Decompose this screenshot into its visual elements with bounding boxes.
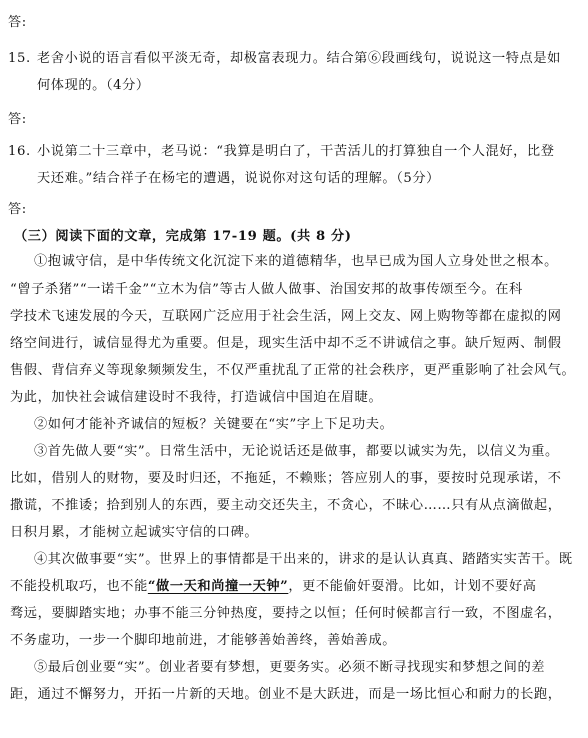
paragraph-line: “曾子杀猪”“一诺千金”“立木为信”等古人做人做事、治国安邦的故事传颂至今。在科 [10,282,523,297]
answer-label-q16: 答: [8,202,27,217]
paragraph-line: 比如，借别人的财物，要及时归还，不拖延，不赖账；答应别人的事，要按时兑现承诺，不 [10,471,562,486]
paragraph-line: 撒谎，不推诿；拾到别人的东西，要主动交还失主，不贪心，不昧心……只有从点滴做起， [10,498,562,513]
question-15-text-line-2: 何体现的。（4分） [37,78,150,93]
answer-label-q15: 答: [8,112,27,127]
paragraph-text: 不能投机取巧，也不能 [10,579,148,594]
paragraph-2: ②如何才能补齐诚信的短板？关键要在“实”字上下足功夫。 [34,417,394,432]
question-16-text-line-1: 小说第二十三章中，老马说：“我算是明白了，干苦活儿的打算独自一个人混好，比登 [37,144,555,159]
paragraph-line: 骛远，要脚踏实地；办事不能三分钟热度，要持之以恒；任何时候都言行一致，不图虚名， [10,606,562,621]
paragraph-line: 日积月累，才能树立起诚实守信的口碑。 [10,525,259,540]
paragraph-line: ⑤最后创业要“实”。创业者要有梦想，更要务实。必须不断寻找现实和梦想之间的差 [34,660,546,675]
paragraph-line: 为此，加快社会诚信建设时不我待，打造诚信中国迫在眉睫。 [10,390,383,405]
paragraph-line: 络空间进行，诚信显得尤为重要。但是，现实生活中却不乏不讲诚信之事。缺斤短两、制假 [10,336,562,351]
paragraph-line: ①抱诚守信，是中华传统文化沉淀下来的道德精华，也早已成为国人立身处世之根本。 [34,254,558,269]
paragraph-line: 学技术飞速发展的今天，互联网广泛应用于社会生活，网上交友、网上购物等都在虚拟的网 [10,309,562,324]
question-16-text-line-2: 天还难。”结合祥子在杨宅的遭遇，说说你对这句话的理解。（5分） [37,171,440,186]
paragraph-line: ③首先做人要“实”。日常生活中，无论说话还是做事，都要以诚实为先，以信义为重。 [34,444,559,459]
paragraph-line: 不务虚功，一步一个脚印地前进，才能够善始善终，善始善成。 [10,633,397,648]
question-15-text-line-1: 老舍小说的语言看似平淡无奇，却极富表现力。结合第⑥段画线句，说说这一特点是如 [37,51,561,66]
paragraph-line: 售假、背信弃义等现象频频发生，不仅严重扰乱了正常的社会秩序，更严重影响了社会风气。 [10,363,576,378]
question-16-number: 16. [8,144,31,159]
question-15-number: 15. [8,51,31,66]
emphasized-phrase: “做一天和尚撞一天钟” [147,579,289,594]
paragraph-text: ，更不能偷奸耍滑。比如，计划不要好高 [288,579,537,594]
section-heading: （三）阅读下面的文章，完成第 17-19 题。(共 8 分) [14,229,352,244]
answer-label-q14: 答: [8,15,27,30]
paragraph-line: ④其次做事要“实”。世界上的事情都是干出来的，讲求的是认认真真、踏踏实实苦干。既 [34,552,573,567]
paragraph-line [10,578,537,596]
paragraph-line: 距，通过不懈努力，开拓一片新的天地。创业不是大跃进，而是一场比恒心和耐力的长跑， [10,687,562,702]
